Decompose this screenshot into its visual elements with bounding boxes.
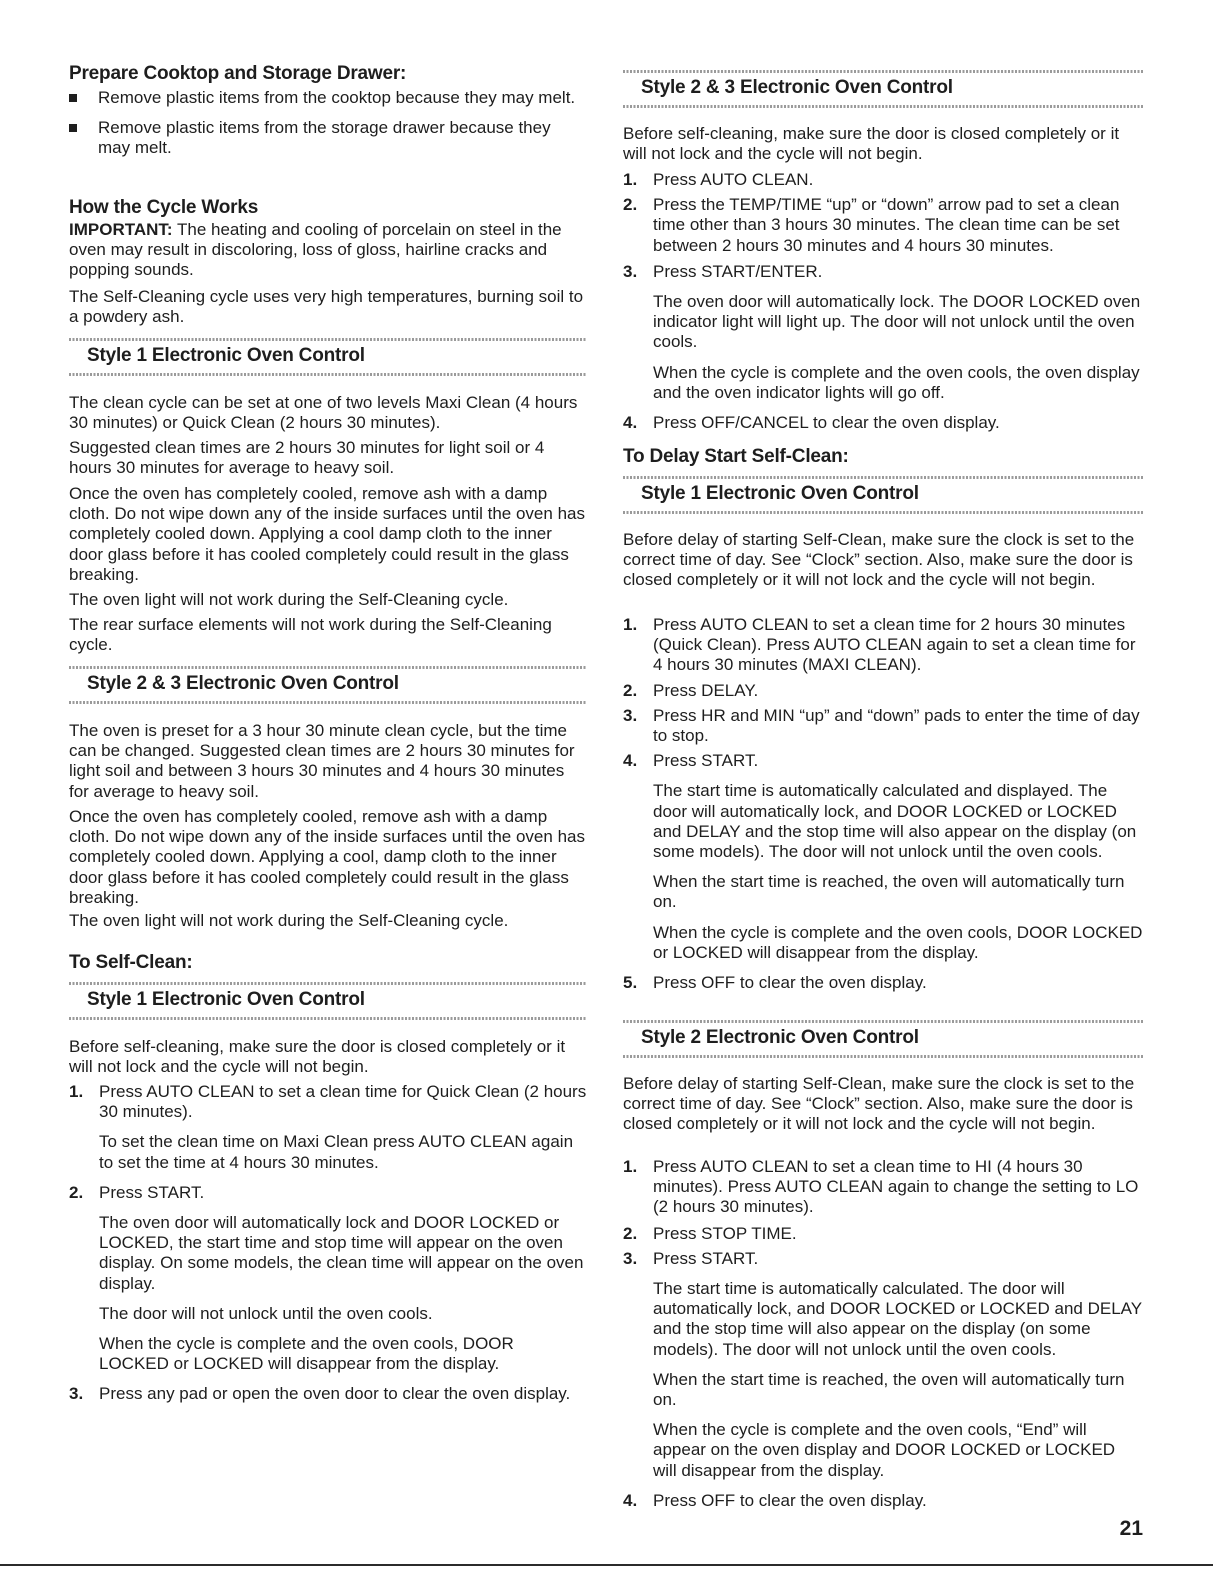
step-text: Press AUTO CLEAN to set a clean time for 2 hours 30 minutes (Quick Clean). Press AUTO CLEAN again to set a clean time for 4 hours 30 minutes (MAXI CLEAN).	[653, 615, 1136, 675]
list-item	[623, 1157, 1143, 1218]
delay2-intro: Before delay of starting Self-Clean, make sure the clock is set to the correct time of day. See “Clock” section. Also, make sure the door is closed completely or it will not lock and the cycle will not begin.	[623, 1074, 1135, 1134]
list-item	[623, 1491, 1143, 1511]
step-text: Press STOP TIME.	[653, 1223, 797, 1243]
step-number: 2.	[623, 1223, 638, 1243]
delay-style2-header	[623, 1020, 1143, 1058]
step-note: The oven door will automatically lock and DOOR LOCKED or LOCKED, the start time and stop time will appear on the oven display. On some models, the clean time will appear on the oven display.	[99, 1213, 584, 1293]
step-text: Press any pad or open the oven door to clear the oven display.	[99, 1384, 571, 1404]
bottom-rule	[0, 1564, 1213, 1566]
important-paragraph	[69, 220, 587, 281]
list-item	[623, 1224, 1143, 1244]
step-text: Press AUTO CLEAN to set a clean time for Quick Clean (2 hours 30 minutes).	[99, 1082, 587, 1122]
step-text: Press DELAY.	[653, 680, 759, 700]
step-number: 5.	[623, 973, 638, 993]
divider	[623, 511, 1143, 514]
list-item	[623, 973, 1143, 993]
delay-heading: To Delay Start Self-Clean:	[623, 446, 849, 467]
style1-paragraph: The rear surface elements will not work during the Self-Cleaning cycle.	[69, 615, 552, 655]
right-intro: Before self-cleaning, make sure the door is closed completely or it will not lock and the cycle will not begin.	[623, 124, 1120, 164]
step-note: When the cycle is complete and the oven cools, DOOR LOCKED or LOCKED will disappear from the display.	[653, 922, 1143, 962]
step-number: 4.	[623, 413, 638, 433]
step-number: 2.	[69, 1182, 84, 1202]
list-item	[623, 615, 1143, 676]
list-item	[623, 413, 1143, 433]
style1-paragraph: The clean cycle can be set at one of two levels Maxi Clean (4 hours 30 minutes) or Quick Clean (2 hours 30 minutes).	[69, 393, 578, 433]
step-text: Press START/ENTER.	[653, 261, 823, 281]
style23-section-header	[69, 666, 587, 704]
step-text: Press HR and MIN “up” and “down” pads to enter the time of day to stop.	[653, 705, 1140, 746]
divider	[623, 105, 1143, 108]
right-style23-title: Style 2 & 3 Electronic Oven Control	[641, 77, 953, 98]
step-number: 3.	[69, 1384, 84, 1404]
step-note: When the start time is reached, the oven will automatically turn on.	[653, 1369, 1125, 1410]
step-number: 3.	[623, 705, 638, 725]
delay-style2-title: Style 2 Electronic Oven Control	[641, 1027, 919, 1048]
style23-title: Style 2 & 3 Electronic Oven Control	[87, 673, 399, 694]
step-text: Press OFF/CANCEL to clear the oven display.	[653, 413, 1000, 433]
step-number: 3.	[623, 1248, 638, 1268]
step-number: 1.	[623, 170, 638, 189]
step-number: 2.	[623, 680, 638, 700]
step-text: Press the TEMP/TIME “up” or “down” arrow pad to set a clean time other than 3 hours 30 minutes. The clean time can be set between 2 hours 30 minutes and 4 hours 30 minutes.	[653, 195, 1120, 255]
important-label: IMPORTANT:	[69, 220, 173, 239]
delay-style2-steps	[623, 1157, 1143, 1511]
list-item	[623, 170, 1143, 190]
prepare-bullet-list	[69, 88, 587, 159]
step-note: The start time is automatically calculated. The door will automatically lock, and DOOR LOCKED or LOCKED and DELAY and the stop time will also appear on the display (on some models). The door will not unlock until the oven cools.	[653, 1279, 1142, 1359]
list-item	[69, 1082, 587, 1173]
step-text: Press START.	[653, 751, 759, 771]
delay-style1-title: Style 1 Electronic Oven Control	[641, 483, 919, 504]
divider	[69, 373, 587, 376]
list-item	[623, 262, 1143, 403]
step-text: Press OFF to clear the oven display.	[653, 973, 927, 993]
step-text: Press OFF to clear the oven display.	[653, 1490, 927, 1510]
step-note: When the start time is reached, the oven will automatically turn on.	[653, 872, 1125, 912]
list-item: Remove plastic items from the storage drawer because they may melt.	[69, 118, 587, 158]
self-clean-intro: Before self-cleaning, make sure the door is closed completely or it will not lock and the cycle will not begin.	[69, 1037, 566, 1077]
how-cycle-works-heading: How the Cycle Works	[69, 197, 259, 218]
step-note: To set the clean time on Maxi Clean press AUTO CLEAN again to set the time at 4 hours 30 minutes.	[99, 1132, 574, 1172]
style23-paragraph: Once the oven has completely cooled, remove ash with a damp cloth. Do not wipe down any of the inside surfaces until the oven has completely cooled down. Applying a cool, damp cloth to the inner door glass before it has cooled completely could result in the glass breaking.	[69, 807, 585, 907]
delay-intro: Before delay of starting Self-Clean, make sure the clock is set to the correct time of day. See “Clock” section. Also, make sure the door is closed completely or it will not lock and the cycle will not begin.	[623, 530, 1135, 590]
right-style23-steps	[623, 170, 1143, 433]
step-note: When the cycle is complete and the oven cools, DOOR LOCKED or LOCKED will disappear from the display.	[99, 1334, 514, 1374]
step-number: 3.	[623, 261, 638, 281]
step-number: 1.	[623, 1157, 638, 1176]
step-note: When the cycle is complete and the oven cools, the oven display and the oven indicator lights will go off.	[653, 362, 1140, 402]
step-text: Press AUTO CLEAN to set a clean time to HI (4 hours 30 minutes). Press AUTO CLEAN again to change the setting to LO (2 hours 30 minutes).	[653, 1157, 1139, 1217]
step-text: Press START.	[99, 1182, 205, 1202]
list-item	[623, 681, 1143, 701]
prepare-heading: Prepare Cooktop and Storage Drawer:	[69, 63, 407, 84]
step-number: 4.	[623, 1490, 638, 1510]
style1-paragraph: The oven light will not work during the Self-Cleaning cycle.	[69, 590, 509, 609]
divider	[623, 1055, 1143, 1058]
self-clean-heading: To Self-Clean:	[69, 952, 193, 973]
step-number: 1.	[623, 615, 638, 634]
style1-title: Style 1 Electronic Oven Control	[87, 345, 365, 366]
style1-section-header	[69, 338, 587, 376]
list-item	[623, 1249, 1143, 1481]
how-paragraph: The Self-Cleaning cycle uses very high temperatures, burning soil to a powdery ash.	[69, 287, 584, 327]
step-note: The door will not unlock until the oven cools.	[99, 1303, 433, 1323]
list-item	[623, 195, 1143, 256]
list-item	[69, 1384, 587, 1404]
list-item	[69, 1183, 587, 1375]
list-item	[623, 751, 1143, 963]
delay-style1-steps	[623, 615, 1143, 993]
step-note: The start time is automatically calculated and displayed. The door will automatically lock, and DOOR LOCKED or LOCKED and DELAY and the stop time will also appear on the display (on some models). The door will not unlock until the oven cools.	[653, 781, 1137, 862]
self-clean-style1-title: Style 1 Electronic Oven Control	[87, 989, 365, 1010]
list-item: Remove plastic items from the cooktop because they may melt.	[69, 88, 587, 108]
step-number: 2.	[623, 195, 638, 215]
step-note: The oven door will automatically lock. The DOOR LOCKED oven indicator light will light up. The door will not unlock until the oven cools.	[653, 292, 1141, 352]
style23-paragraph: The oven light will not work during the Self-Cleaning cycle.	[69, 911, 509, 930]
important-text: The heating and cooling of porcelain on steel in the oven may result in discoloring, loss of gloss, hairline cracks and popping sounds.	[69, 220, 562, 280]
step-text: Press AUTO CLEAN.	[653, 170, 814, 189]
right-style23-header	[623, 70, 1143, 108]
divider	[69, 701, 587, 704]
step-number: 4.	[623, 751, 638, 771]
self-clean-steps	[69, 1082, 587, 1405]
list-item	[623, 706, 1143, 746]
style1-paragraph: Once the oven has completely cooled, remove ash with a damp cloth. Do not wipe down any of the inside surfaces until the oven has completely cooled down. Applying a cool damp cloth to the inner door glass before it has cooled completely could result in the glass breaking.	[69, 484, 585, 584]
divider	[69, 1017, 587, 1020]
style1-paragraph: Suggested clean times are 2 hours 30 minutes for light soil or 4 hours 30 minutes for average to heavy soil.	[69, 438, 545, 478]
step-text: Press START.	[653, 1248, 759, 1268]
delay-style1-header	[623, 476, 1143, 514]
step-note: When the cycle is complete and the oven cools, “End” will appear on the oven display and DOOR LOCKED or LOCKED will disappear from the display.	[653, 1420, 1116, 1480]
style23-paragraph: The oven is preset for a 3 hour 30 minute clean cycle, but the time can be changed. Suggested clean times are 2 hours 30 minutes for light soil and between 3 hours 30 minutes and 4 hours 30 minutes for average to heavy soil.	[69, 721, 575, 801]
step-number: 1.	[69, 1082, 84, 1101]
page-number: 21	[1119, 1517, 1143, 1540]
self-clean-style1-header	[69, 982, 587, 1020]
